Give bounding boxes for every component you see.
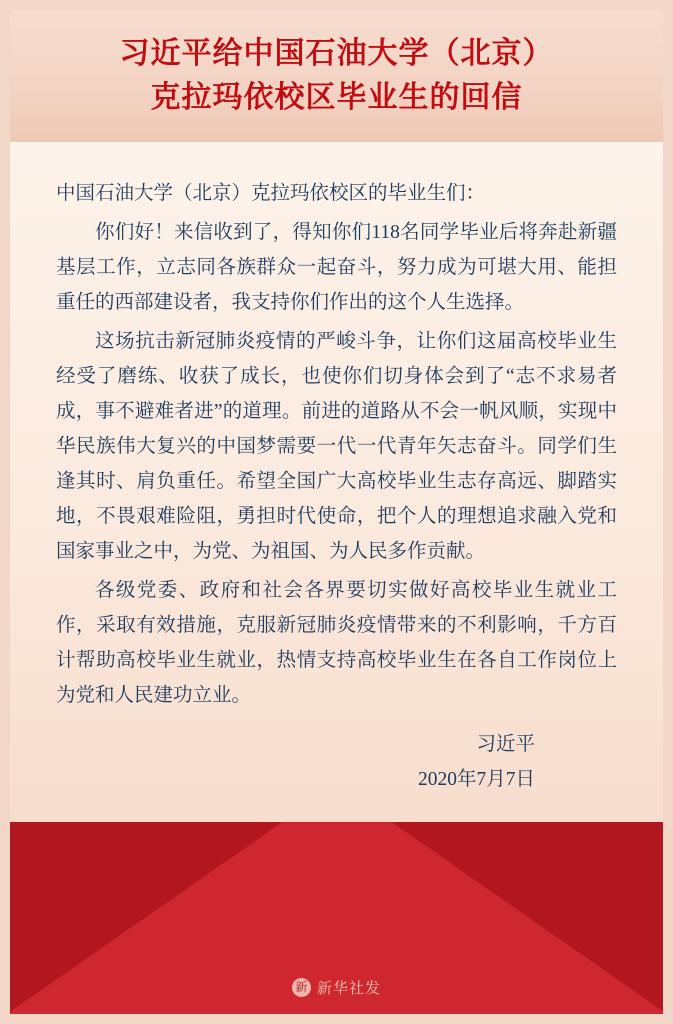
letter-paragraph-2: 这场抗击新冠肺炎疫情的严峻斗争，让你们这届高校毕业生经受了磨练、收获了成长，也使你们切身体会到了“志不求易者成，事不避难者进”的道理。前进的道路从不会一帆风顺，实现中华民族伟大复兴的中国梦需要一代一代青年矢志奋斗。同学们生逢其时、肩负重任。希望全国广大高校毕业生志存高远、脚踏实地，不畏艰难险阻，勇担时代使命，把个人的理想追求融入党和国家事业之中，为党、为祖国、为人民多作贡献。	[56, 331, 617, 562]
letter-paragraph-3: 各级党委、政府和社会各界要切实做好高校毕业生就业工作，采取有效措施，克服新冠肺炎疫情带来的不利影响，千方百计帮助高校毕业生就业，热情支持高校毕业生在各自工作岗位上为党和人民建功立业。	[56, 580, 617, 706]
page-title-line-2: 克拉玛依校区毕业生的回信	[150, 81, 523, 114]
xinhua-logo-icon: 新	[292, 978, 311, 997]
letter-salutation: 中国石油大学（北京）克拉玛依校区的毕业生们：	[56, 183, 486, 204]
signature-date: 2020年7月7日	[417, 769, 535, 790]
footer-credit-label: 新华社发	[316, 980, 381, 997]
footer-credit	[0, 977, 673, 998]
page-title-line-1: 习近平给中国石油大学（北京）	[119, 37, 554, 70]
letter-paragraph-1: 你们好！来信收到了，得知你们118名同学毕业后将奔赴新疆基层工作，立志同各族群众一起奋斗，努力成为可堪大用、能担重任的西部建设者，我支持你们作出的这个人生选择。	[56, 222, 617, 313]
signature-name: 习近平	[476, 734, 535, 755]
